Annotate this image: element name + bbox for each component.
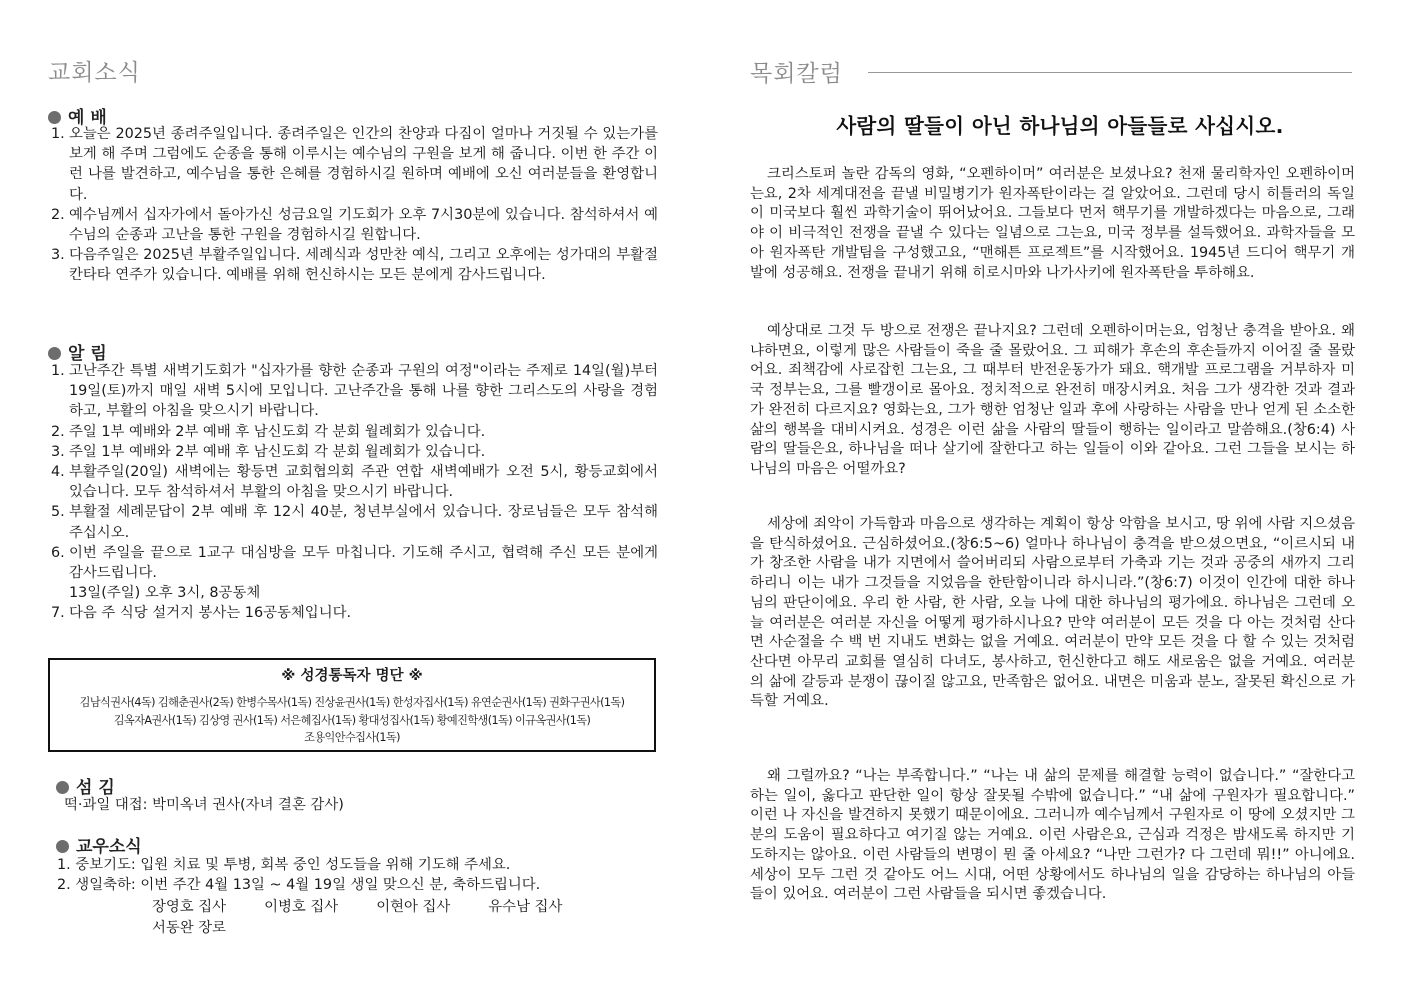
bullet-dot-icon	[48, 111, 61, 124]
service-heading-text: 섬 김	[76, 778, 115, 798]
list-item: 3. 주일 1부 예배와 2부 예배 후 남신도회 각 분회 월례회가 있습니다.	[51, 443, 486, 460]
notice-list	[48, 361, 658, 624]
bullet-dot-icon	[56, 781, 69, 794]
title-divider	[868, 72, 1352, 73]
right-page-title: 목회칼럼	[750, 61, 843, 87]
birthday-notice: 2. 생일축하: 이번 주간 4월 13일 ~ 4월 19일 생일 맞으신 분, 축하드립니다.	[57, 877, 541, 893]
column-paragraph: 왜 그럴까요? “나는 부족합니다.” “나는 내 삶의 문제를 해결할 능력이 없습니다.” “잘한다고 하는 일이, 옳다고 판단한 일이 항상 잘못될 수밖에 없습니다.” “내 삶에 구원자가 필요합니다.” 이런 나 자신을 발견하지 못했기 때문이에요. 그러니까 예수님께서 구원자로 이 땅에 오셨지만 그분의 도움이 필요하다고 여기질 않는 거예요. 이런 사람은요, 근심과 걱정은 밤새도록 하지만 기도하지는 않아요. 이런 사람들의 변명이 뭔 줄 아세요? “나만 그런가? 다 그런데 뭐!!” 아니에요. 세상이 모두 그런 것 같아도 어느 시대, 어떤 상황에서도 하나님의 일을 감당하는 하나님의 아들들이 있어요. 여러분이 그런 사람들을 되시면 좋겠습니다.	[750, 768, 1355, 903]
prayer-request: 1. 중보기도: 입원 치료 및 투병, 회복 중인 성도들을 위해 기도해 주세요.	[57, 857, 511, 873]
bible-reader-line: 김옥자A권사(1독) 김상영 권사(1독) 서은혜집사(1독) 황대성집사(1독) 황예진학생(1독) 이규옥권사(1독)	[113, 713, 591, 727]
bullet-dot-icon	[48, 347, 61, 360]
bullet-dot-icon	[56, 840, 69, 853]
column-headline: 사람의 딸들이 아닌 하나님의 아들들로 사십시오.	[836, 114, 1284, 138]
members-heading	[56, 832, 142, 857]
list-item: 3. 다음주일은 2025년 부활주일입니다. 세례식과 성만찬 예식, 그리고 오후에는 성가대의 부활절 칸타타 연주가 있습니다. 예배를 위해 헌신하시는 모든 분에게 감사드립니다.	[51, 247, 658, 284]
bible-reader-line: 조용익안수집사(1독)	[304, 731, 400, 744]
worship-heading-text: 예 배	[68, 108, 107, 128]
members-heading-text: 교우소식	[76, 837, 142, 857]
left-page-title: 교회소식	[48, 60, 141, 86]
column-paragraph: 크리스토퍼 놀란 감독의 영화, “오펜하이머” 여러분은 보셨나요? 천재 물리학자인 오펜하이머는요, 2차 세계대전을 끝낼 비밀병기가 원자폭탄이라는 걸 알았어요. 그런데 당시 히틀러의 독일이 미국보다 훨씬 과학기술이 뛰어났어요. 그들보다 먼저 핵무기를 개발하겠다는 마음으로, 그래야 이 비극적인 전쟁을 끝낼 수 있다는 일념으로 그는요, 미국 정부를 설득했어요. 과학자들을 모아 원자폭탄 개발팀을 구성했고요, “맨해튼 프로젝트”를 시작했어요. 1945년 드디어 핵무기 개발에 성공해요. 전쟁을 끝내기 위해 히로시마와 나가사키에 원자폭탄을 투하해요.	[750, 166, 1355, 281]
list-item: 1. 고난주간 특별 새벽기도회가 "십자가를 향한 순종과 구원의 여정"이라는 주제로 14일(월)부터 19일(토)까지 매일 새벽 5시에 모입니다. 고난주간을 통해 나를 향한 그리스도의 사랑을 경험하고, 부활의 아침을 맞으시기 바랍니다.	[51, 363, 658, 420]
column-paragraph: 예상대로 그것 두 방으로 전쟁은 끝나지요? 그런데 오펜하이머는요, 엄청난 충격을 받아요. 왜냐하면요, 이렇게 많은 사람들이 죽을 줄 몰랐어요. 그 피해가 후손의 후손들까지 이어질 줄 몰랐어요. 죄책감에 사로잡힌 그는요, 그 때부터 반전운동가가 돼요. 핵개발 프로그램을 거부하자 미국 정부는요, 그를 빨갱이로 몰아요. 정치적으로 완전히 매장시켜요. 처음 그가 생각한 것과 결과가 완전히 다르지요? 영화는요, 그가 행한 엄청난 일과 후에 사랑하는 사람을 만나 얻게 된 소소한 삶의 행복을 대비시켜요. 성경은 이런 삶을 사람의 딸들이 행하는 일이라고 말씀해요.(창6:4) 사람의 딸들은요, 하나님을 떠나 살기에 잘한다고 하는 일들이 이와 같아요. 그런 그들을 보시는 하나님의 마음은 어떨까요?	[750, 323, 1355, 477]
birthday-names	[152, 916, 264, 937]
birthday-name: 서동완 장로	[152, 920, 227, 936]
birthday-names	[152, 895, 600, 916]
birthday-name: 장영호 집사	[152, 899, 227, 915]
birthday-name: 이현아 집사	[376, 899, 451, 915]
list-item: 2. 주일 1부 예배와 2부 예배 후 남신도회 각 분회 월례회가 있습니다.	[51, 423, 486, 440]
list-item: 7. 다음 주 식당 설거지 봉사는 16공동체입니다.	[51, 605, 352, 622]
list-item: 2. 예수님께서 십자가에서 돌아가신 성금요일 기도회가 오후 7시30분에 있습니다. 참석하셔서 예수님의 순종과 고난을 통한 구원을 경험하시길 원합니다.	[51, 206, 658, 244]
bible-reader-line: 김남식권사(4독) 김해춘권사(2독) 한병수목사(1독) 진상윤권사(1독) 한성자집사(1독) 유연순권사(1독) 권화구권사(1독)	[79, 696, 625, 709]
visit-schedule: 13일(주일) 오후 3시, 8공동체	[69, 585, 261, 602]
bible-box-title: ※ 성경통독자 명단 ※	[281, 668, 423, 684]
list-item: 4. 부활주일(20일) 새벽에는 황등면 교회협의회 주관 연합 새벽예배가 오전 5시, 황등교회에서 있습니다. 모두 참석하셔서 부활의 아침을 맞으시기 바랍니다.	[51, 464, 658, 501]
column-paragraph: 세상에 죄악이 가득함과 마음으로 생각하는 계획이 항상 악함을 보시고, 땅 위에 사람 지으셨음을 탄식하셨어요. 근심하셨어요.(창6:5~6) 얼마나 하나님이 충격을 받으셨으면요, “이르시되 내가 창조한 사람을 내가 지면에서 쓸어버리되 사람으로부터 가축과 기는 것과 공중의 새까지 그리하리니 이는 내가 그것들을 지었음을 한탄함이니라 하시니라.”(창6:7) 이것이 인간에 대한 하나님의 판단이에요. 우리 한 사람, 한 사람, 오늘 나에 대한 하나님의 평가에요. 하나님은 그런데 오늘 여러분은 여러분 자신을 어떻게 평가하시나요? 만약 여러분이 모든 것을 다 아는 것처럼 산다면 사순절을 수 백 번 지내도 변화는 없을 거예요. 여러분이 만약 모든 것을 다 할 수 있는 것처럼 산다면 아무리 교회를 열심히 다녀도, 봉사하고, 헌신한다고 해도 새로움은 없을 거예요. 여러분의 삶에 갈등과 분쟁이 끊이질 않고요, 만족함은 없어요. 내면은 미움과 분노, 잘못된 확신으로 가득할 거예요.	[750, 516, 1355, 710]
list-item: 1. 오늘은 2025년 종려주일입니다. 종려주일은 인간의 찬양과 다짐이 얼마나 거짓될 수 있는가를 보게 해 주며 그럼에도 순종을 통해 이루시는 예수님의 구원을 보게 해 줍니다. 이번 한 주간 이런 나를 발견하고, 예수님을 통한 은혜를 경험하시길 원하며 예배에 오신 여러분들을 환영합니다.	[51, 126, 658, 203]
birthday-name: 유수남 집사	[488, 899, 563, 915]
bible-reading-box	[48, 658, 656, 752]
worship-list	[48, 124, 658, 286]
list-item: 6. 이번 주일을 끝으로 1교구 대심방을 모두 마칩니다. 기도해 주시고, 협력해 주신 모든 분에게 감사드립니다. 13일(주일) 오후 3시, 8공동체	[48, 543, 658, 604]
list-item: 5. 부활절 세례문답이 2부 예배 후 12시 40분, 청년부실에서 있습니다. 장로님들은 모두 참석해 주십시오.	[51, 504, 658, 541]
notice-heading-text: 알 림	[68, 344, 107, 364]
service-text: 떡·과일 대접: 박미옥녀 권사(자녀 결혼 감사)	[64, 797, 344, 813]
birthday-name: 이병호 집사	[264, 899, 339, 915]
